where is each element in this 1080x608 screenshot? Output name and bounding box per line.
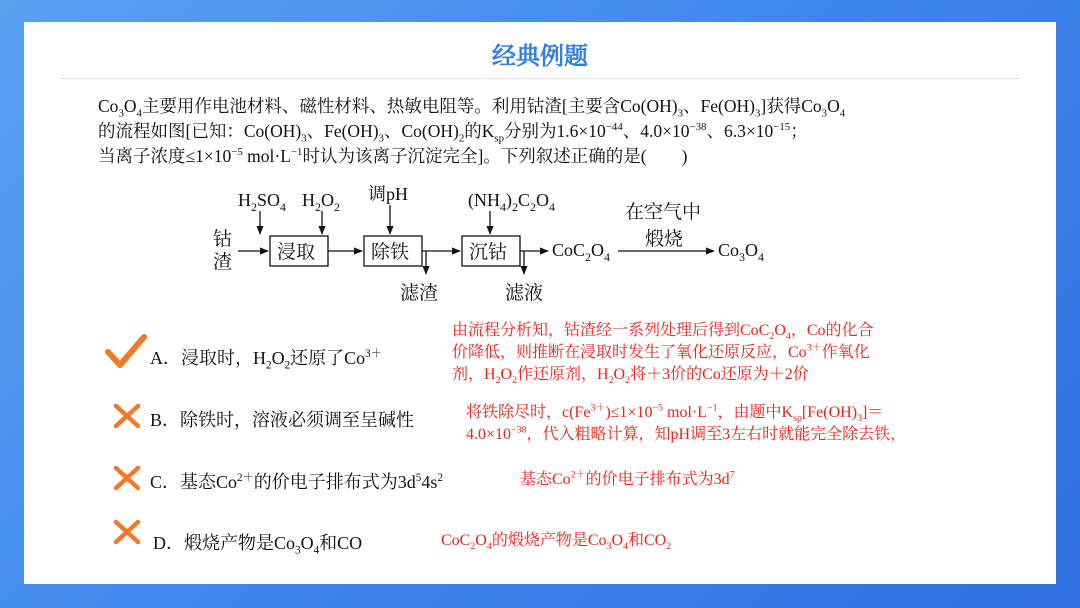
stem-line-3: 当离子浓度$\le 1\times 10^{-5}$ $mol\cdot L^{-1}$时认为该离子沉淀完全]。下列叙述正确的是( ) (98, 146, 688, 166)
intermediate-coc2o4: $CoC_2O_4$ (552, 240, 611, 264)
check-icon (104, 332, 148, 376)
option-d[interactable]: D．煅烧产物是$Co_3O_4$和CO (153, 533, 363, 557)
stem-line-2: 的流程如图[已知：$Co(OH)_3$、$Fe(OH)_3$、$Co(OH)_2$的$K_{sp}$分别为$1.6\times 10^{-44}$、$4.0\times 10^{-38}$、$6.3\times 10^{-15}$； (98, 121, 808, 145)
cross-icon (112, 518, 142, 550)
product-co3o4: $Co_3O_4$ (718, 240, 765, 264)
option-a[interactable]: A．浸取时，$H_2O_2$还原了$Co^{3+}$ (150, 348, 382, 372)
flow-start-bottom: 渣 (213, 252, 233, 273)
explanation-d: $CoC_2O_4$的煅烧产物是$Co_3O_4$和$CO_2$ (441, 532, 672, 553)
option-b[interactable]: B．除铁时，溶液必须调至呈碱性 (150, 410, 415, 430)
reagent-h2so4: $H_2SO_4$ (238, 190, 287, 214)
reagent-adjust-ph: 调pH (368, 184, 408, 204)
step-cobalt-precipitation: 沉钴 (469, 242, 508, 263)
explanation-c: 基态$Co^{2+}$的价电子排布式为$3d^7$ (520, 469, 735, 488)
stem-line-1: $Co_3O_4$主要用作电池材料、磁性材料、热敏电阻等。利用钴渣[主要含$Co(OH)_3$、$Fe(OH)_3$]获得$Co_3O_4$ (98, 96, 846, 120)
reagent-ammonium-oxalate: $(NH_4)_2C_2O_4$ (468, 190, 556, 214)
cross-icon (112, 464, 142, 496)
page-title: 经典例题 (492, 42, 588, 70)
condition-calcine: 煅烧 (645, 229, 684, 250)
step-leaching: 浸取 (277, 242, 316, 263)
explanation-a: 由流程分析知，钴渣经一系列处理后得到$CoC_2O_4$，Co的化合 价降低，则推断在浸取时发生了氧化还原反应，$Co^{3+}$作氧化 剂，$H_2O_2$作还原剂，$H_2O_2$将＋3价的Co还原为＋2价 (452, 322, 874, 387)
output-filtrate: 滤液 (505, 283, 544, 304)
flow-start-top: 钴 (213, 229, 233, 250)
condition-in-air: 在空气中 (625, 202, 702, 223)
option-c[interactable]: C．基态$Co^{2+}$的价电子排布式为$3d^54s^2$ (150, 472, 443, 492)
explanation-b: 将铁除尽时，$c(Fe^{3+})\le 1\times 10^{-5}$ $mol\cdot L^{-1}$，由题中$K_{sp}[Fe(OH)_3]=$ $4.0\times 10^{-38}$，代入粗略计算，知pH调至3左右时就能完全除去铁， (466, 402, 907, 443)
step-iron-removal: 除铁 (371, 242, 410, 263)
output-filter-residue: 滤渣 (400, 283, 439, 304)
reagent-h2o2: $H_2O_2$ (302, 190, 340, 214)
cross-icon (112, 402, 142, 434)
